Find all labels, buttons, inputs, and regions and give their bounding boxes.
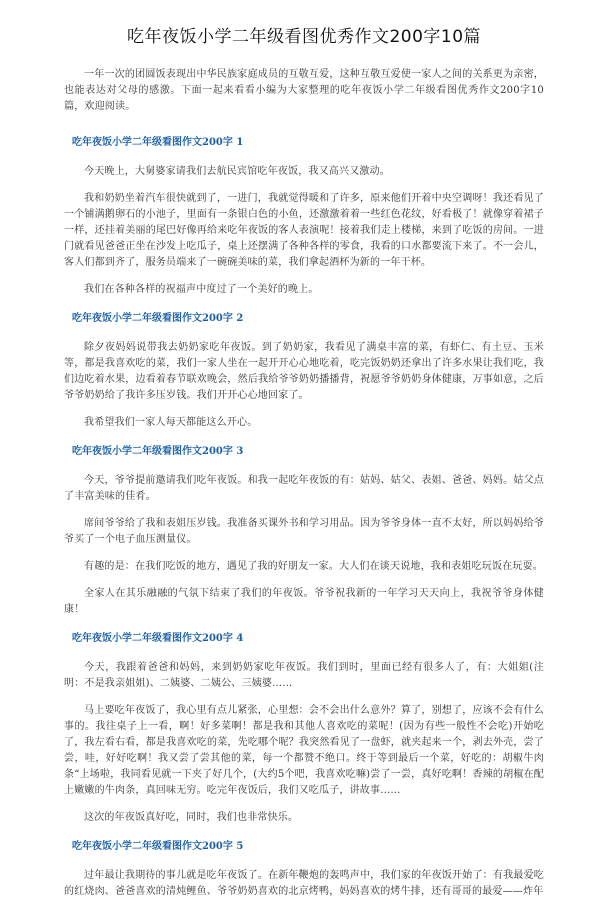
essay-paragraph: 马上要吃年夜饭了，我心里有点儿紧张，心里想：会不会出什么意外？算了，别想了，应该不会有什么事的。我往桌子上一看，啊！好多菜啊！都是我和其他人喜欢吃的菜呢！(因为有些一般性不会吃)开始吃了，我左看右看，都是我喜欢吃的菜，先吃哪个呢？我突然看见了一盘虾，就夹起来一个，剥去外壳，尝了尝，哇，好好吃啊！我又尝了尝其他的菜，每一个都赞不绝口。终于等到最后一个菜，好吃的：胡椒牛肉条“上场啦，我同看见就一下夹了好几个，(大约5个吧，我喜欢吃嘛)尝了一尝，真好吃啊！香辣的胡椒在配上嫩嫩的牛肉条，真回味无穷。吃完年夜饭后，我们又吃瓜子，讲故事…… <box>64 705 544 796</box>
essay-paragraph: 我希望我们一家人每天都能这么开心。 <box>84 417 258 428</box>
document-title: 吃年夜饭小学二年级看图优秀作文200字10篇 <box>126 27 482 47</box>
essay-paragraph: 今天，爷爷提前邀请我们吃年夜饭。和我一起吃年夜饭的有：姑妈、姑父、表姐、爸爸、妈妈。姑父点了丰富美味的佳肴。 <box>64 475 544 502</box>
section-heading: 吃年夜饭小学二年级看图作文200字 5 <box>72 841 244 852</box>
essay-sections <box>64 133 544 900</box>
essay-paragraph: 全家人在其乐融融的气氛下结束了我们的年夜饭。爷爷祝我新的一年学习天天向上，我祝爷爷身体健康！ <box>64 588 544 615</box>
essay-paragraph: 我们在各种各样的祝福声中度过了一个美好的晚上。 <box>84 284 319 295</box>
essay-paragraph: 除夕夜妈妈说带我去奶奶家吃年夜饭。到了奶奶家，我看见了满桌丰富的菜，有虾仁、有土豆、玉米等，都是我喜欢吃的菜，我们一家人坐在一起开开心心地吃着，吃完饭奶奶还拿出了许多水果让我们吃，我们边吃着水果，边看着春节联欢晚会，然后我给爷爷奶奶播播背，祝愿爷爷奶奶身体健康，万事如意，之后爷爷奶奶给了我许多压岁钱。我们开开心心地回家了。 <box>64 342 544 401</box>
essay-paragraph: 席间爷爷给了我和表姐压岁钱。我准备买课外书和学习用品。因为爷爷身体一直不太好，所以妈妈给爷爷买了一个电子血压测量仪。 <box>64 518 544 545</box>
section-heading: 吃年夜饭小学二年级看图作文200字 1 <box>72 137 244 148</box>
section-heading: 吃年夜饭小学二年级看图作文200字 2 <box>72 313 244 324</box>
intro-paragraph: 一年一次的团圆饭表现出中华民族家庭成员的互敬互爱，这种互敬互爱使一家人之间的关系更为亲密，也能表达对父母的感激。下面一起来看看小编为大家整理的吃年夜饭小学二年级看图优秀作文200字10篇，欢迎阅读。 <box>64 69 544 112</box>
section-heading: 吃年夜饭小学二年级看图作文200字 3 <box>72 446 244 457</box>
essay-paragraph: 今天晚上，大舅婆家请我们去航民宾馆吃年夜饭，我又高兴又激动。 <box>84 166 390 177</box>
essay-paragraph: 有趣的是：在我们吃饭的地方，遇见了我的好朋友一家。大人们在谈天说地，我和表姐吃玩饭在玩耍。 <box>84 561 543 572</box>
essay-paragraph: 这次的年夜饭真好吃，同时，我们也非常快乐。 <box>84 812 299 823</box>
essay-paragraph: 我和奶奶坐着汽车很快就到了，一进门，我就觉得暖和了许多，原来他们开着中央空调呀！我还看见了一个铺满鹅卵石的小池子，里面有一条银白色的小鱼，还激激着着一些红色花纹，好看极了！就像穿着裙子一样，还挂着美丽的尾巴好像再给来吃年夜饭的客人表演呢！接着我们走上楼梯，来到了吃饭的房间。一进门就看见爸爸正坐在沙发上吃瓜子，桌上还摆满了各种各样的零食，我看的口水都要流下来了。不一会儿，客人们都到齐了，服务员端来了一碗碗美味的菜，我们拿起酒杯为新的一年干杯。 <box>64 193 544 268</box>
essay-paragraph: 过年最让我期待的事儿就是吃年夜饭了。在新年鞭炮的轰鸣声中，我们家的年夜饭开始了：有我最爱吃的红烧肉、爸爸喜欢的清炖鲤鱼、爷爷奶奶喜欢的北京烤鸭，妈妈喜欢的烤牛排，还有哥哥的最爱——炸年 <box>64 870 544 897</box>
essay-paragraph: 今天，我跟着爸爸和妈妈，来到奶奶家吃年夜饭。我们到时，里面已经有很多人了，有：大姐姐(注明：不是我亲姐姐)、二姨婆、二姨公、三姨婆…… <box>64 662 544 689</box>
section-heading: 吃年夜饭小学二年级看图作文200字 4 <box>72 633 244 644</box>
